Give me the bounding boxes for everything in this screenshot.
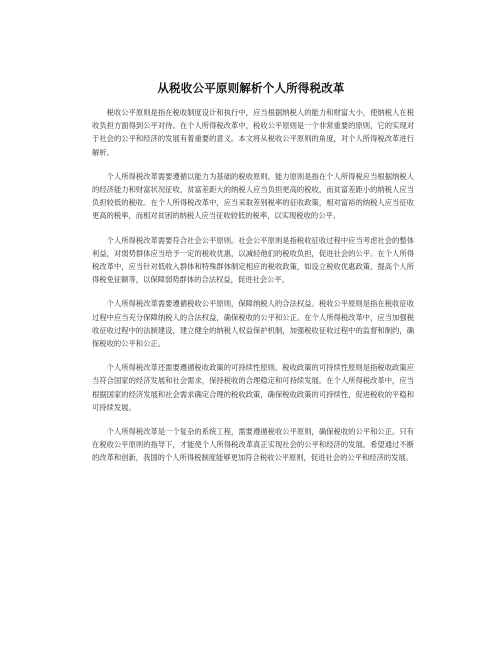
paragraph: 税收公平原则是指在税收制度设计和执行中，应当根据纳税人的能力和财富大小，使纳税人在税收负担方面得到公平对待。在个人所得税改革中，税收公平原则是一个非常重要的原则，它的实现对于社会的公平和经济的发展有着重要的意义。本文将从税收公平原则的角度，对个人所得税改革进行解析。 [92,108,414,157]
paragraph: 个人所得税改革是一个复杂的系统工程，需要遵循税收公平原则，确保税收的公平和公正。只有在税收公平原则的指导下，才能使个人所得税改革真正实现社会的公平和经济的发展。希望通过不断的改革和创新，我国的个人所得税制度能够更加符合税收公平原则，促进社会的公平和经济的发展。 [92,427,414,463]
paragraph: 个人所得税改革需要遵循税收公平原则，保障纳税人的合法权益。税收公平原则是指在税收征收过程中应当充分保障纳税人的合法权益，确保税收的公平和公正。在个人所得税改革中，应当加强税收征收过程中的法制建设，建立健全的纳税人权益保护机制，加强税收征收过程中的监督和制约，确保税收的公平和公正。 [92,299,414,349]
paragraph: 个人所得税改革需要遵循以能力为基础的税收原则。能力原则是指在个人所得税应当根据纳税人的经济能力和财富状况征收，贫富差距大的纳税人应当负担更高的税收，而贫富差距小的纳税人应当负担较低的税收。在个人所得税改革中，应当采取差别税率的征收政策，相对富裕的纳税人应当征收更高的税率，而相对贫困的纳税人应当征收较低的税率，以实现税收的公平。 [92,171,414,221]
page-title: 从税收公平原则解析个人所得税改革 [157,81,345,95]
paragraph: 个人所得税改革需要符合社会公平原则。社会公平原则是指税收征收过程中应当考虑社会的整体利益，对弱势群体应当给予一定的税收优惠，以减轻他们的税收负担，促进社会的公平。在个人所得税改革中，应当针对低收入群体和特殊群体制定相应的税收政策，如设立税收优惠政策、提高个人所得税免征额等，以保障弱势群体的合法权益，促进社会公平。 [92,235,414,285]
paragraph: 个人所得税改革还需要遵循税收政策的可持续性原则。税收政策的可持续性原则是指税收政策应当符合国家的经济发展和社会需求，保持税收的合理稳定和可持续发展。在个人所得税改革中，应当根据国家的经济发展和社会需求确定合理的税收政策，确保税收政策的可持续性，促进税收的平稳和可持续发展。 [92,363,414,412]
document-body [92,106,414,476]
